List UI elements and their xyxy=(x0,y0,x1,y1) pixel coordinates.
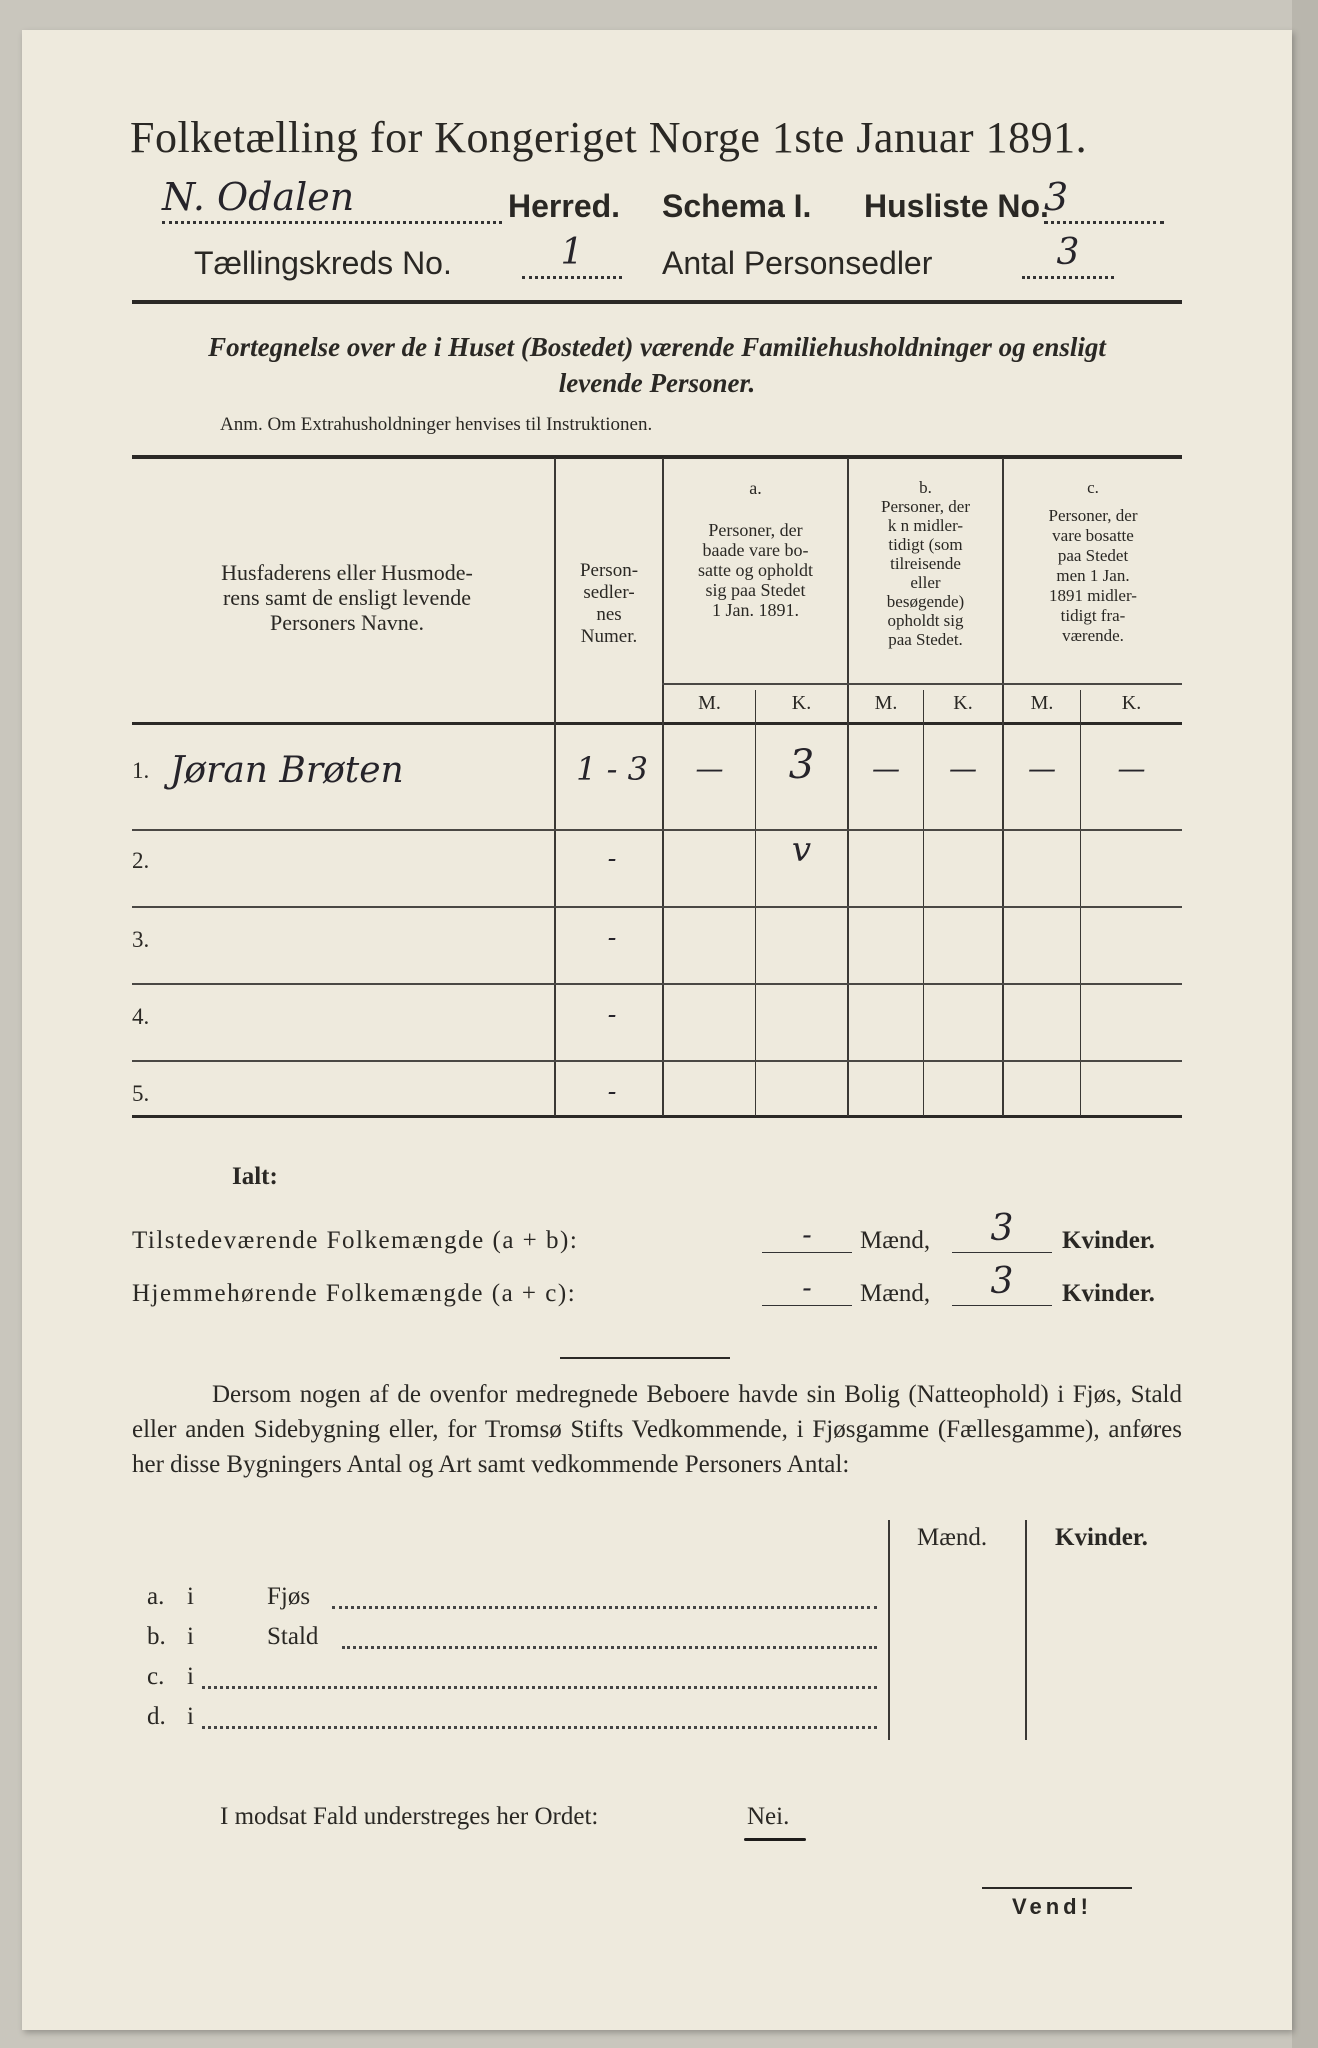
row-number: 4. xyxy=(132,1004,150,1029)
hjemme-kvinder-value: 3 xyxy=(952,1261,1052,1306)
row-number: 1. xyxy=(132,758,150,783)
tilstede-kvinder-label: Kvinder. xyxy=(1062,1227,1155,1254)
table-top-rule xyxy=(132,455,1182,459)
antal-label: Antal Personsedler xyxy=(662,245,933,281)
vend-label: Vend! xyxy=(1012,1894,1092,1919)
c-m-label: M. xyxy=(1030,692,1054,714)
scan-margin xyxy=(1292,0,1318,2048)
c-k-label: K. xyxy=(1121,692,1142,714)
vend-rule xyxy=(982,1887,1132,1889)
a-k-value: v xyxy=(791,830,812,870)
tilstede-maend-label: Mænd, xyxy=(860,1227,931,1254)
herred-label: Herred. xyxy=(508,188,621,224)
hjemme-maend-value: - xyxy=(762,1271,852,1306)
kreds-value: 1 xyxy=(522,232,622,279)
form-title: Folketælling for Kongeriget Norge 1ste Januar 1891. xyxy=(130,113,1088,162)
outbuild-kvinder-header: Kvinder. xyxy=(1055,1524,1148,1551)
herred-value: N. Odalen xyxy=(162,175,502,224)
husliste-value: 3 xyxy=(1044,175,1164,224)
col-a-header: a. Personer, der baade vare bo- satte og opholdt sig paa Stedet 1 Jan. 1891. xyxy=(698,478,813,620)
table-bottom-rule xyxy=(132,1115,1182,1118)
c-k-value: — xyxy=(1117,752,1146,785)
a-k-label: K. xyxy=(791,692,812,714)
tilstede-kvinder-value: 3 xyxy=(952,1208,1052,1253)
a-m-label: M. xyxy=(698,692,721,714)
anm-note: Anm. Om Extrahusholdninger henvises til Instruktionen. xyxy=(220,414,653,435)
col-num-header: Person- sedler- nes Numer. xyxy=(579,560,639,647)
tilstede-label: Tilstedeværende Folkemængde (a + b): xyxy=(132,1227,579,1254)
tilstede-maend-value: - xyxy=(762,1218,852,1253)
row-number: 2. xyxy=(132,848,150,873)
table-header-rule xyxy=(132,722,1182,725)
col-name-header: Husfaderens eller Husmode- rens samt de ensligt levende Personers Navne. xyxy=(221,560,473,635)
schema-label: Schema I. xyxy=(662,188,812,224)
row-number: 5. xyxy=(132,1081,150,1106)
row-number: 3. xyxy=(132,927,150,952)
b-m-label: M. xyxy=(874,692,898,714)
kreds-label: Tællingskreds No. xyxy=(194,245,452,281)
a-m-value: — xyxy=(695,752,724,785)
outbuilding-paragraph: Dersom nogen af de ovenfor medregnede Beboere havde sin Bolig (Natteophold) i Fjøs, Stald eller anden Sidebygning eller, for Tromsø Stifts Vedkommende, i Fjøsgamme (Fællesgamme), anføres her disse Bygningers Antal og Art samt vedkommende Personers Antal: xyxy=(132,1381,1182,1478)
personsedler-number: - xyxy=(607,844,617,874)
footer-text: I modsat Fald understreges her Ordet: xyxy=(220,1803,599,1830)
outbuild-maend-header: Mænd. xyxy=(917,1524,988,1551)
c-m-value: — xyxy=(1028,752,1056,785)
personsedler-number: - xyxy=(607,1000,617,1030)
personsedler-number: 1 - 3 xyxy=(576,750,648,788)
intro-line-1: Fortegnelse over de i Huset (Bostedet) værende Familiehusholdninger og ensligt xyxy=(208,332,1106,362)
hjemme-label: Hjemmehørende Folkemængde (a + c): xyxy=(132,1280,577,1307)
header-rule xyxy=(132,300,1182,304)
nei-underline xyxy=(744,1838,806,1841)
b-k-value: — xyxy=(949,752,977,785)
personsedler-number: - xyxy=(607,1077,617,1107)
b-m-value: — xyxy=(872,752,900,785)
census-form-sheet: Folketælling for Kongeriget Norge 1ste Januar 1891. N. Odalen Herred. Schema I. Husliste No. 3 Tællingskreds No. 1 Antal Personsedler 3 Fortegnelse over de i Huset (Bostedet) værende Familiehusholdninger og ensligt levende Personer. Anm. Om Extrahusholdninger henvises til Instruktionen. Husfaderens eller Husmode- rens samt de ensligt levende Personers Navne. Person- sedler- nes Numer. a. Personer, der baade vare bo- satte og opholdt sig paa Stedet 1 Jan. 1891. b. Personer, der k n midler- tidigt (som tilreisende eller besøgende) opholdt sig paa Stedet. c. Personer, der vare bosatte paa Stedet men 1 Jan. 1891 midler- tidigt fra- værende. M. K. M. K. M. K. 1. Jøran Brøten 1 - 3 — 3 — — — — 2. - v 3. - 4. - 5. - Ialt: Tilstedeværende Folkemængde (a + b): - Mænd, 3 Kvinder. Hjemmehørende Folkemængde (a + c): - Mænd, 3 Kvinder. Dersom nogen af de ovenfor medregnede Beboere havde sin Bolig (Natteophold) i Fjøs, Stald eller anden Sidebygning eller, for Tromsø Stifts Vedkommende, i Fjøsgamme (Fællesgamme), anføres her disse Bygningers Antal og Art samt vedkommende Personers Antal: Mænd. Kvinder. a. i Fjøs b. i Stald c. i d. i I modsat Fald understreges her Ordet: Nei. Vend! xyxy=(22,30,1292,2030)
antal-value: 3 xyxy=(1022,232,1114,279)
person-name: Jøran Brøten xyxy=(170,750,404,791)
col-c-header: c. Personer, der vare bosatte paa Stedet men 1 Jan. 1891 midler- tidigt fra- værende. xyxy=(1048,478,1138,645)
a-k-value: 3 xyxy=(788,742,815,788)
col-b-header: b. Personer, der k n midler- tidigt (som tilreisende eller besøgende) opholdt sig paa Stedet. xyxy=(880,478,970,649)
personsedler-number: - xyxy=(607,923,617,953)
section-divider xyxy=(560,1357,730,1359)
intro-line-2: levende Personer. xyxy=(558,368,756,398)
husliste-label: Husliste No. xyxy=(864,188,1049,224)
ialt-label: Ialt: xyxy=(232,1163,278,1190)
hjemme-maend-label: Mænd, xyxy=(860,1280,931,1307)
hjemme-kvinder-label: Kvinder. xyxy=(1062,1280,1155,1307)
b-k-label: K. xyxy=(953,692,973,714)
footer-word-nei: Nei. xyxy=(747,1803,790,1830)
